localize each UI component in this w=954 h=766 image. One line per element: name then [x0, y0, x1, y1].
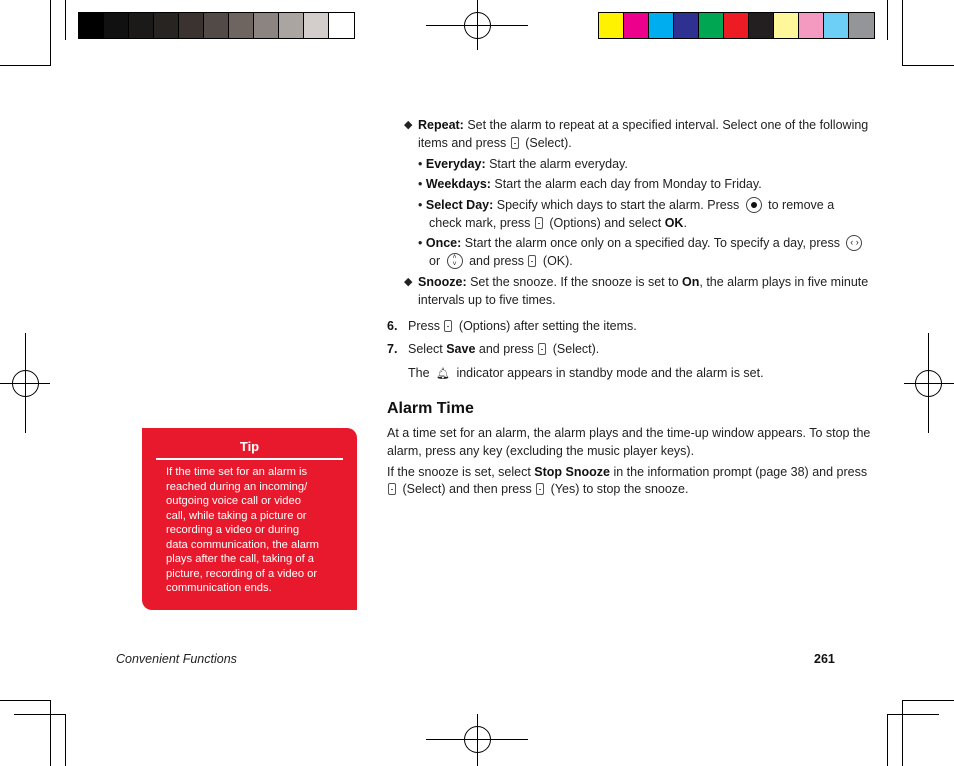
- color-swatch: [154, 13, 179, 38]
- center-key-icon: [746, 197, 762, 213]
- text: Start the alarm once only on a specified day. To specify a day, press: [461, 236, 844, 250]
- snooze-line-1: [418, 273, 868, 291]
- footer-section: Convenient Functions: [116, 652, 237, 666]
- color-swatch: [599, 13, 624, 38]
- color-swatch: [129, 13, 154, 38]
- tip-title: Tip: [239, 439, 260, 454]
- color-swatch: [724, 13, 749, 38]
- color-swatch: [79, 13, 104, 38]
- text: Start the alarm each day from Monday to Friday.: [490, 177, 762, 191]
- registration-circle: [464, 726, 491, 753]
- step-6-text: [408, 317, 637, 335]
- text: or: [429, 254, 444, 268]
- tip-divider: [156, 458, 343, 460]
- step-number: 6.: [387, 319, 398, 333]
- crop-mark: [887, 0, 888, 40]
- text: to remove a: [764, 198, 835, 212]
- text: (Select).: [521, 136, 572, 150]
- registration-circle: [12, 370, 39, 397]
- up-down-key-icon: [447, 253, 463, 269]
- tip-body: If the time set for an alarm is reached during an incoming/ outgoing voice call or video call, while taking a picture or recording a video or during data communication, the alarm plays after the call, taking of a picture, recording of a video or communication ends.: [166, 466, 319, 594]
- softkey-icon: [528, 255, 536, 267]
- process-color-bar: [598, 12, 875, 39]
- repeat-label: Repeat:: [418, 118, 464, 132]
- text: Set the snooze. If the snooze is set to: [466, 275, 683, 289]
- step-7-number: [387, 340, 397, 358]
- weekdays-label: Weekdays:: [425, 177, 491, 191]
- everyday-item: • Everyday: Start the alarm everyday.: [418, 157, 628, 171]
- text: and press: [475, 342, 538, 356]
- crop-mark: [902, 0, 903, 66]
- text: items and press: [418, 136, 510, 150]
- page-number: 261: [814, 652, 835, 666]
- once-label: Once:: [425, 236, 462, 250]
- crop-mark: [0, 700, 51, 701]
- text: Start the alarm everyday.: [485, 157, 628, 171]
- text: indicator appears in standby mode and the alarm is set.: [452, 366, 764, 380]
- crop-mark: [50, 700, 51, 766]
- softkey-icon: [538, 343, 546, 355]
- color-swatch: [304, 13, 329, 38]
- selectday-label: Select Day:: [425, 198, 494, 212]
- diamond-bullet: ◆: [404, 276, 413, 288]
- crop-mark: [65, 714, 66, 766]
- text: Press: [408, 319, 444, 333]
- color-swatch: [849, 13, 874, 38]
- crop-mark: [50, 0, 51, 66]
- softkey-icon: [535, 217, 543, 229]
- weekdays-item: • Weekdays: Start the alarm each day from Monday to Friday.: [418, 177, 762, 191]
- text: .: [683, 216, 687, 230]
- left-right-key-icon: [846, 235, 862, 251]
- crop-mark: [0, 65, 51, 66]
- color-swatch: [699, 13, 724, 38]
- crop-mark: [902, 700, 903, 766]
- color-swatch: [649, 13, 674, 38]
- para-2-line-2: [387, 480, 688, 498]
- color-swatch: [179, 13, 204, 38]
- para-1-line-1: At a time set for an alarm, the alarm plays and the time-up window appears. To stop the: [387, 426, 871, 440]
- text: (Select).: [549, 342, 600, 356]
- color-swatch: [774, 13, 799, 38]
- crop-mark: [887, 714, 888, 766]
- gray-color-bar: [78, 12, 355, 39]
- once-line-1: • Once: Start the alarm once only on a specified day. To specify a day, press ‹ ›: [418, 234, 865, 252]
- indicator-note: [408, 364, 764, 383]
- text: (Select) and then press: [399, 482, 536, 496]
- color-swatch: [624, 13, 649, 38]
- text: , the alarm plays in five minute: [699, 275, 869, 289]
- crop-mark: [902, 700, 954, 701]
- step-7-text: [408, 340, 599, 358]
- color-swatch: [104, 13, 129, 38]
- step-6-number: [387, 317, 397, 335]
- text: Specify which days to start the alarm. Press: [493, 198, 743, 212]
- registration-circle: [464, 12, 491, 39]
- stop-snooze-label: Stop Snooze: [534, 465, 610, 479]
- color-swatch: [229, 13, 254, 38]
- color-swatch: [749, 13, 774, 38]
- color-swatch: [254, 13, 279, 38]
- color-swatch: [799, 13, 824, 38]
- softkey-icon: [388, 483, 396, 495]
- repeat-line-2: [418, 134, 572, 152]
- everyday-label: Everyday:: [425, 157, 486, 171]
- text: (OK).: [539, 254, 573, 268]
- para-2-line-1: [387, 463, 867, 481]
- text: (Options) after setting the items.: [455, 319, 637, 333]
- crop-mark: [902, 65, 954, 66]
- softkey-icon: [536, 483, 544, 495]
- color-swatch: [279, 13, 304, 38]
- text: and press: [465, 254, 528, 268]
- selectday-line-2: [429, 214, 687, 232]
- tip-box: [142, 428, 357, 610]
- text: The: [408, 366, 434, 380]
- ok-label: OK: [664, 216, 684, 230]
- color-swatch: [674, 13, 699, 38]
- selectday-line-1: • Select Day: Specify which days to start the alarm. Press to remove a: [418, 198, 835, 212]
- text: (Options) and select: [545, 216, 665, 230]
- softkey-icon: [444, 320, 452, 332]
- step-number: 7.: [387, 342, 398, 356]
- snooze-label: Snooze:: [418, 275, 467, 289]
- text: in the information prompt (page 38) and press: [610, 465, 868, 479]
- color-swatch: [824, 13, 849, 38]
- text: If the snooze is set, select: [387, 465, 535, 479]
- diamond-bullet: ◆: [404, 119, 413, 131]
- alarm-bell-icon: 🔔︎: [436, 368, 450, 380]
- text: (Yes) to stop the snooze.: [547, 482, 689, 496]
- color-swatch: [329, 13, 354, 38]
- on-label: On: [682, 275, 700, 289]
- softkey-icon: [511, 137, 519, 149]
- once-line-2: [429, 252, 573, 270]
- crop-mark: [887, 714, 939, 715]
- save-label: Save: [446, 342, 476, 356]
- color-swatch: [204, 13, 229, 38]
- crop-mark: [65, 0, 66, 40]
- registration-circle: [915, 370, 942, 397]
- para-1-line-2: alarm, press any key (excluding the music player keys).: [387, 444, 695, 458]
- snooze-line-2: intervals up to five times.: [418, 293, 556, 307]
- repeat-line-1: [418, 116, 868, 134]
- text: check mark, press: [429, 216, 534, 230]
- text: Select: [408, 342, 447, 356]
- section-heading: Alarm Time: [387, 400, 474, 417]
- text: Set the alarm to repeat at a specified interval. Select one of the following: [463, 118, 869, 132]
- crop-mark: [14, 714, 66, 715]
